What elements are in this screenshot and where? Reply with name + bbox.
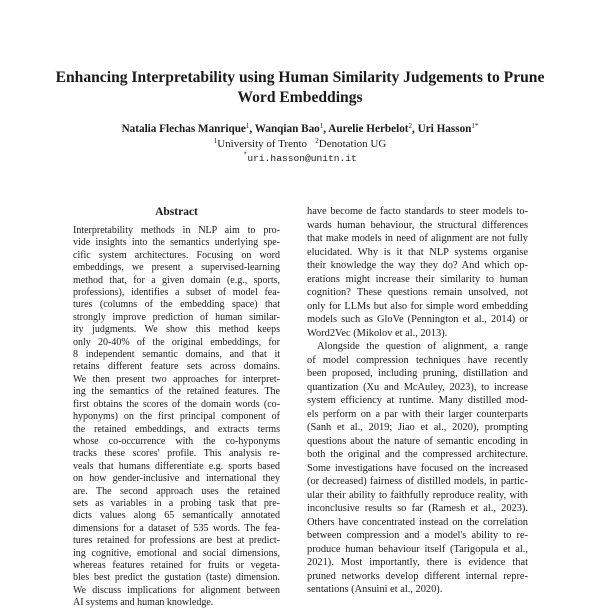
text-line: sets as variables in a probing task that pre- <box>73 497 280 509</box>
text-line: 8 independent semantic domains, and that it <box>73 349 280 361</box>
text-line: pruned networks develop different internal repre- <box>307 570 528 582</box>
title-line: Word Embeddings <box>237 89 363 106</box>
text-line: dimensions for a dataset of 535 words. The fea- <box>73 522 280 534</box>
text-line: Alongside the question of alignment, a range <box>317 341 528 352</box>
text-line: both the original and the compressed architecture. <box>307 449 528 460</box>
body-text-column <box>307 205 528 597</box>
text-line: veals that humans differentiate e.g. sports based <box>73 460 280 472</box>
text-line: bles best predict the gustation (taste) dimension. <box>73 572 280 584</box>
text-line: 2021). Most importantly, there is evidence that <box>307 557 528 568</box>
author-name: Natalia Flechas Manrique <box>121 123 246 135</box>
text-line: that make models in need of alignment are not fully <box>307 233 528 244</box>
text-line: erations might increase their similarity to human <box>307 273 528 285</box>
text-line: (or decreased) fairness of distilled models, in partic- <box>307 476 528 487</box>
text-line: tures retained for professions are best at predict- <box>73 535 280 547</box>
text-line: embeddings, we present a supervised-learning <box>73 262 280 274</box>
text-line: only 20-40% of the original embeddings, for <box>73 336 280 348</box>
text-line: vide insights into the semantics underlying spe- <box>73 237 280 249</box>
text-line: the retained embeddings, and extracts terms <box>73 423 280 435</box>
text-line: tracks these scores' profile. This analysis re- <box>73 448 280 460</box>
affiliation-mark: 1* <box>471 122 479 130</box>
text-line: sentations (Ansuini et al., 2020). <box>307 584 443 595</box>
text-line: retains different feature sets across domains. <box>73 361 280 373</box>
paper-title <box>40 68 560 108</box>
text-line: ing the semantics of the retained features. The <box>73 386 280 398</box>
text-line: whose co-occurrence with the co-hyponyms <box>73 435 280 447</box>
text-line: been proposed, including pruning, distillation and <box>307 368 528 379</box>
author-name: Aurelie Herbelot <box>328 123 409 135</box>
text-line: their knowledge the way they do? And which op- <box>307 260 528 271</box>
text-line: Some investigations have focused on the increased <box>307 462 528 474</box>
affiliation-mark: 1 <box>319 122 324 130</box>
text-line: AI systems and human knowledge. <box>73 597 214 609</box>
text-line: method that, for a given domain (e.g., sports, <box>73 274 280 286</box>
text-line: Others have concentrated instead on the correlation <box>307 516 528 528</box>
title-line: Enhancing Interpretability using Human Similarity Judgements to Prune <box>55 69 545 86</box>
text-line: whereas features retained for fruits or vegeta- <box>73 559 280 571</box>
text-line: have become de facto standards to steer models to- <box>307 206 528 217</box>
affiliation-name: Denotation UG <box>318 138 387 150</box>
affiliation-mark: 2 <box>408 122 413 130</box>
text-line: of model compression techniques have recently <box>307 354 528 366</box>
affiliations <box>40 138 560 150</box>
text-line: Word2Vec (Mikolov et al., 2013). <box>307 327 448 339</box>
text-line: produce human behaviour itself (Tarigopula et al., <box>307 543 528 555</box>
text-line: on how gender-inclusive and international they <box>73 473 280 485</box>
text-line: questions about the nature of semantic encoding in <box>307 435 528 447</box>
text-line: ing cognitive, emotional and social dimensions, <box>73 547 280 559</box>
affiliation-mark: 2 <box>315 137 319 145</box>
text-line: hyponyms) on the first principal component of <box>73 411 280 423</box>
text-line: system efficiency at runtime. Many distilled mod- <box>307 395 528 406</box>
text-line: (Sanh et al., 2019; Jiao et al., 2020), prompting <box>307 422 528 433</box>
text-line: professions), identifies a subset of model fea- <box>73 287 280 299</box>
text-line: elucidated. Why is it that NLP systems organise <box>307 246 528 258</box>
text-line: cific system architectures. Focusing on word <box>73 249 280 261</box>
text-line: wards human behaviour, the structural differences <box>307 219 528 231</box>
text-line: models such as GloVe (Pennington et al., 2014) or <box>307 314 528 325</box>
text-line: els perform on a par with their larger counterparts <box>307 408 528 420</box>
corresponding-mark: * <box>243 152 248 160</box>
abstract-heading: Abstract <box>155 206 198 218</box>
text-line: quantization (Xu and McAuley, 2023), to increase <box>307 381 528 393</box>
author-name: Wanqian Bao <box>254 123 320 135</box>
email-address: uri.hasson@unitn.it <box>247 153 357 164</box>
text-line: We then present two approaches for interpret- <box>73 373 280 385</box>
affiliation-mark: 1 <box>245 122 250 130</box>
text-line: Interpretability methods in NLP aim to pro- <box>73 225 280 236</box>
author-name: Uri Hasson <box>417 123 472 135</box>
author-list: Natalia Flechas Manrique$^1$, Wanqian Bao$^1$, Aurelie Herbelot$^2$, Uri Hasson$^{1*}$ <box>121 122 479 135</box>
text-line: ity judgments. We show this method keeps <box>73 324 280 336</box>
affiliation-name: University of Trento <box>217 138 308 150</box>
text-line: dicts values along 65 semantically annotated <box>73 510 280 522</box>
text-line: ular their ability to faithfully reproduce reality, with <box>307 489 528 501</box>
abstract-text <box>73 225 280 610</box>
text-line: first obtains the scores of the domain words (co- <box>73 398 280 410</box>
text-line: only for LLMs but also for simple word embedding <box>307 300 528 312</box>
text-line: tures (columns of the embedding space) that <box>73 299 280 311</box>
affiliation-mark: 1 <box>213 137 218 145</box>
text-line: inconclusive results so far (Ramesh et al., 2023). <box>307 503 528 514</box>
text-line: strongly improve prediction of human similar- <box>73 311 280 323</box>
text-line: We discuss implications for alignment between <box>73 584 280 596</box>
text-line: cognition? These questions remain unsolved, not <box>307 287 528 298</box>
contact-email <box>40 153 560 164</box>
text-line: between compression and a model's ability to re- <box>307 530 528 541</box>
text-line: are. The second approach uses the retained <box>73 485 280 497</box>
